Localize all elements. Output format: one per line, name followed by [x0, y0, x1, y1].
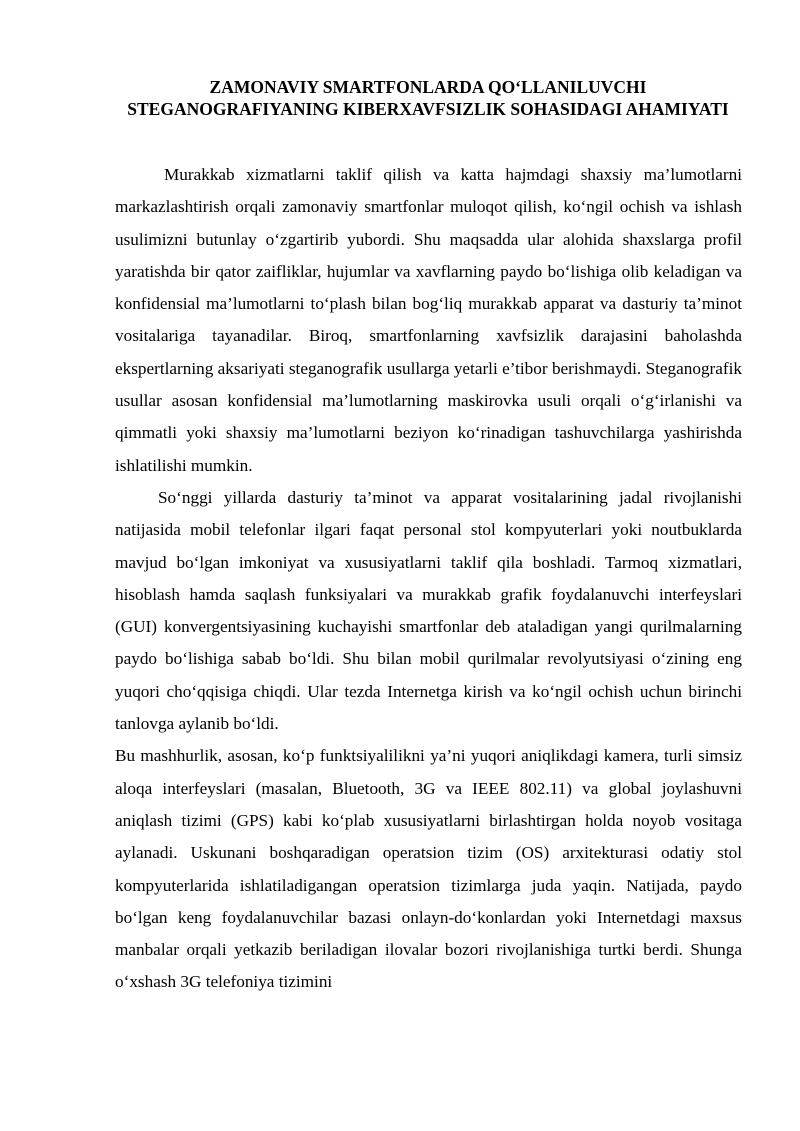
paragraph-2: So‘nggi yillarda dasturiy ta’minot va apparat vositalarining jadal rivojlanishi natijasida mobil telefonlar ilgari faqat personal stol kompyuterlari yoki noutbuklarda mavjud bo‘lgan imkoniyat va xususiyatlarni taklif qila boshladi. Tarmoq xizmatlari, hisoblash hamda saqlash funksiyalari va murakkab grafik foydalanuvchi interfeyslari (GUI) konvergentsiyasining kuchayishi smartfonlar deb ataladigan yangi qurilmalarning paydo bo‘lishiga sabab bo‘ldi. Shu bilan mobil qurilmalar revolyutsiyasi o‘zining eng yuqori cho‘qqisiga chiqdi. Ular tezda Internetga kirish va ko‘ngil ochish uchun birinchi tanlovga aylanib bo‘ldi.	[115, 487, 742, 734]
paragraph-3: Bu mashhurlik, asosan, ko‘p funktsiyalilikni ya’ni yuqori aniqlikdagi kamera, turli simsiz aloqa interfeyslari (masalan, Bluetooth, 3G va IEEE 802.11) va global joylashuvni aniqlash tizimi (GPS) kabi ko‘plab xususiyatlarni birlashtirgan holda noyob vositaga aylanadi. Uskunani boshqaradigan operatsion tizim (OS) arxitekturasi odatiy stol kompyuterlarida ishlatiladigangan operatsion tizimlarga juda yaqin. Natijada, paydo bo‘lgan keng foydalanuvchilar bazasi onlayn-do‘konlardan yoki Internetdagi maxsus manbalar orqali yetkazib beriladigan ilovalar bozori rivojlanishiga turtki berdi. Shunga o‘xshash 3G telefoniya tizimini	[115, 746, 742, 992]
document-body	[115, 159, 742, 999]
document-title: ZAMONAVIY SMARTFONLARDA QO‘LLANILUVCHI STEGANOGRAFIYANING KIBERXAVFSIZLIK SOHASIDAGI AHAMIYATI	[127, 77, 729, 119]
paragraph-1: Murakkab xizmatlarni taklif qilish va katta hajmdagi shaxsiy ma’lumotlarni markazlashtirish orqali zamonaviy smartfonlar muloqot qilish, ko‘ngil ochish va ishlash usulimizni butunlay o‘zgartirib yubordi. Shu maqsadda ular alohida shaxslarga profil yaratishda bir qator zaifliklar, hujumlar va xavflarning paydo bo‘lishiga olib keladigan va konfidensial ma’lumotlarni to‘plash bilan bog‘liq murakkab apparat va dasturiy ta’minot vositalariga tayanadilar. Biroq, smartfonlarning xavfsizlik darajasini baholashda ekspertlarning aksariyati steganografik usullarga yetarli e’tibor berishmaydi. Steganografik usullar asosan konfidensial ma’lumotlarning maskirovka usuli orqali o‘g‘irlanishi va qimmatli yoki shaxsiy ma’lumotlarni beziyon ko‘rinadigan tashuvchilarga yashirishda ishlatilishi mumkin.	[115, 165, 742, 475]
